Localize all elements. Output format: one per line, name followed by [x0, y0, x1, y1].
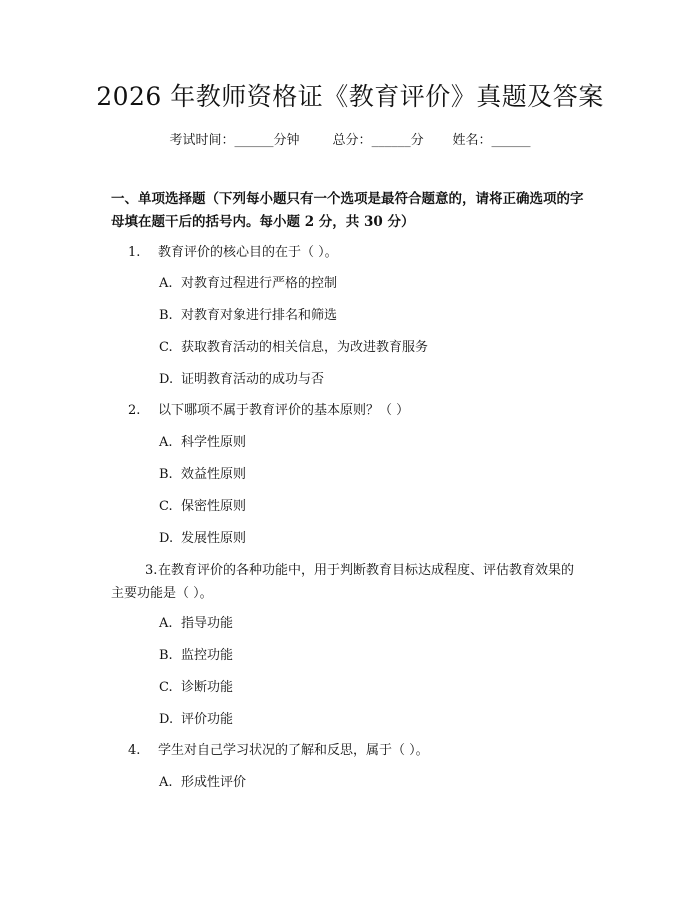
option-text: 证明教育活动的成功与否 [181, 372, 325, 387]
question-text: 在教育评价的各种功能中，用于判断教育目标达成程度、评估教育效果的主要功能是（ ）。 [111, 563, 575, 601]
option-text: 科学性原则 [181, 435, 247, 450]
option-text: 对教育对象进行排名和筛选 [181, 308, 338, 323]
option-letter: B. [159, 648, 173, 663]
time-blank: ______ [234, 133, 274, 148]
option-text: 指导功能 [181, 616, 234, 631]
page-title: 2026 年教师资格证《教育评价》真题及答案 [96, 82, 604, 111]
score-label: 总分： [332, 133, 372, 148]
option-2d [159, 527, 246, 551]
option-3d [159, 708, 233, 732]
question-number: 2. [128, 403, 141, 418]
option-letter: B. [159, 467, 173, 482]
option-2c [159, 495, 246, 519]
question-text: 教育评价的核心目的在于（ ）。 [158, 245, 338, 260]
option-letter: D. [159, 531, 174, 546]
time-label: 考试时间： [169, 133, 235, 148]
option-letter: A. [159, 775, 173, 790]
option-letter: A. [159, 435, 173, 450]
option-letter: B. [159, 308, 173, 323]
question-3 [111, 559, 581, 605]
option-1d [159, 368, 324, 392]
question-text: 以下哪项不属于教育评价的基本原则？（ ） [158, 403, 410, 418]
option-text: 获取教育活动的相关信息，为改进教育服务 [181, 340, 429, 355]
option-text: 监控功能 [181, 648, 234, 663]
option-3c [159, 676, 233, 700]
option-text: 评价功能 [181, 712, 234, 727]
exam-info-line [0, 131, 700, 151]
option-letter: C. [159, 499, 173, 514]
option-3b [159, 644, 233, 668]
time-unit: 分钟 [273, 133, 300, 148]
option-text: 诊断功能 [181, 680, 234, 695]
question-2 [128, 399, 409, 423]
option-text: 效益性原则 [181, 467, 247, 482]
option-1a [159, 272, 337, 296]
question-1 [128, 241, 338, 265]
option-text: 发展性原则 [181, 531, 247, 546]
question-text: 学生对自己学习状况的了解和反思，属于（ ）。 [158, 743, 429, 758]
option-text: 保密性原则 [181, 499, 247, 514]
option-letter: C. [159, 340, 173, 355]
option-letter: C. [159, 680, 173, 695]
option-letter: D. [159, 712, 174, 727]
option-3a [159, 612, 233, 636]
option-letter: D. [159, 372, 174, 387]
option-text: 对教育过程进行严格的控制 [181, 276, 338, 291]
score-unit: 分 [410, 133, 424, 148]
option-1b [159, 304, 337, 328]
score-blank: ______ [371, 133, 411, 148]
option-1c [159, 336, 428, 360]
option-2b [159, 463, 246, 487]
option-text: 形成性评价 [181, 775, 247, 790]
question-number: 1. [128, 245, 141, 260]
option-2a [159, 431, 246, 455]
question-number: 4. [128, 743, 141, 758]
option-letter: A. [159, 276, 173, 291]
option-4a [159, 771, 246, 795]
name-blank: ______ [491, 133, 531, 148]
name-label: 姓名： [452, 133, 492, 148]
question-number: 3. [145, 563, 158, 578]
section-heading: 一、单项选择题（下列每小题只有一个选项是最符合题意的，请将正确选项的字母填在题干后的括号内。每小题 2 分，共 30 分） [111, 191, 584, 230]
question-4 [128, 739, 429, 763]
option-letter: A. [159, 616, 173, 631]
